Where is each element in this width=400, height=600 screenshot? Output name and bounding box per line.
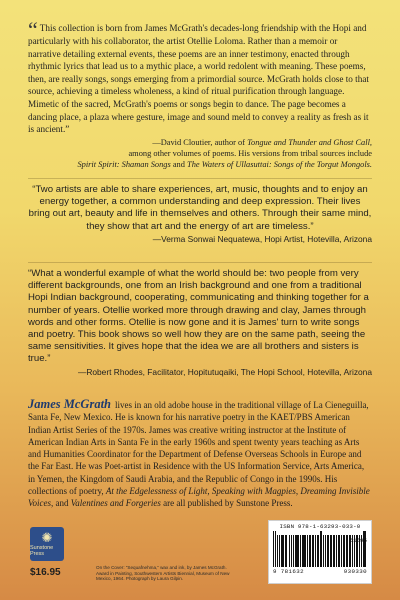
bio-text: lives in an old adobe house in the traditional village of La Cieneguilla, Santa Fe, New Mexico. He is known for his narrative poetry in the KAET/PBS American Indian Artist Series of the 1970s. James was creative writing instructor at the Institute of American Indian Arts in Santa Fe in the early 1960s and spent twenty years teaching as Arts and Humanities Coordinator for the Department of Defense Overseas Schools in Europe and the Far East. He was Poet-artist in Residence with the US Information Service, Arts America, in Yemen, the Kingdom of Saudi Arabia, and the Republic of Congo in the 1990s. His collections of poetry, bbox=[28, 400, 369, 497]
barcode-bar bbox=[341, 535, 342, 567]
barcode-bar bbox=[317, 535, 319, 567]
barcode-bar bbox=[289, 535, 291, 567]
bio-book-title: Valentines and Forgeries bbox=[70, 498, 161, 509]
cover-credit: On the Cover: “Sequafnehma,” wax and ink, by James McGrath. Award in Painting, Southwestern Artists Biennial, Museum of New Mexico, 1964. Photograph by Laura Gilpin. bbox=[96, 565, 230, 582]
quote-text bbox=[28, 17, 372, 136]
barcode-bar bbox=[281, 535, 284, 567]
barcode-bar bbox=[295, 535, 297, 567]
attrib-book-title: The Waters of Ullasuttai: Songs of the Torgut Mongols. bbox=[187, 159, 372, 169]
quote-cloutier bbox=[28, 17, 372, 170]
quote-text: “What a wonderful example of what the world should be: two people from very different backgrounds, one from an Irish background and one from a traditional Hopi Indian background, cooperating, communicating and thinking together for a number of years. Otellie worked more through drawing and clay, James through words and other forms. Otellie is now gone and it is James' turn to write songs and poetry. This book shows so well how they are on the same path, seeing the same sensitivities. It gives hope that the idea we are all brothers and sisters is true.” bbox=[28, 268, 369, 365]
barcode-bar bbox=[279, 535, 280, 567]
attrib-book-title: Tongue and Thunder and Ghost Call, bbox=[247, 137, 372, 147]
barcode-bar bbox=[327, 535, 329, 567]
sunstone-icon: ✺ bbox=[41, 530, 53, 545]
barcode-bar bbox=[313, 535, 314, 567]
barcode-bar bbox=[309, 535, 311, 567]
barcode-bar bbox=[338, 535, 341, 567]
attrib-line: among other volumes of poems. His versions from tribal sources include bbox=[128, 148, 372, 158]
barcode-bar bbox=[320, 531, 323, 567]
barcode-bar bbox=[293, 535, 294, 567]
quote-nequatewa bbox=[28, 184, 372, 245]
barcode-digits bbox=[273, 568, 367, 575]
section-divider bbox=[28, 262, 372, 263]
publisher-logo bbox=[30, 527, 64, 561]
barcode-bar bbox=[347, 535, 348, 567]
barcode-bar bbox=[297, 535, 299, 567]
barcode-bar bbox=[333, 535, 335, 567]
attrib-conj: and bbox=[170, 159, 188, 169]
attrib-prefix: —David Cloutier, author of bbox=[152, 137, 248, 147]
attrib-book-title: Spirit Spirit: Shaman Songs bbox=[77, 159, 171, 169]
bio-text-end: are all published by Sunstone Press. bbox=[160, 498, 293, 509]
isbn-barcode bbox=[268, 520, 372, 584]
publisher-name: Sunstone Press bbox=[30, 545, 54, 557]
quote-attribution: —Verma Sonwai Nequatewa, Hopi Artist, Hotevilla, Arizona bbox=[152, 233, 372, 244]
bio-conj: and bbox=[53, 498, 71, 509]
author-bio bbox=[28, 398, 372, 510]
barcode-digits-left: 9 781632 bbox=[273, 568, 305, 575]
quote-rhodes bbox=[28, 268, 372, 378]
quote-attribution: —Robert Rhodes, Facilitator, Hopitutuqaiki, The Hopi School, Hotevilla, Arizona bbox=[77, 366, 372, 377]
author-name: James McGrath bbox=[28, 397, 111, 411]
barcode-bar bbox=[343, 535, 345, 567]
quote-body: This collection is born from James McGrath's decades-long friendship with the Hopi and particularly with his collaborator, the artist Otellie Loloma. Rather than a memoir or narrative detailing external events, these poems are an inner testimony, enacted through rhythmic lyrics that lead us to a mythic place, a world redolent with meaning. These poems, then, are really songs, songs emerging from a primordial source. McGrath holds close to that source, achieving a timeless wholeness, a kind of ritual purification through language. Mimetic of the sacred, McGrath's poems or songs begin to dance. The page becomes a dancing place, a plaza where gesture, image and sound meld to convey a reality as fresh as it is ancient.” bbox=[28, 23, 369, 135]
barcode-bar bbox=[286, 535, 287, 567]
price-label: $16.95 bbox=[30, 567, 61, 578]
barcode-bar bbox=[302, 535, 305, 567]
barcode-digits-right: 930330 bbox=[343, 568, 367, 575]
barcode-bar bbox=[307, 535, 308, 567]
isbn-number: ISBN 978-1-63293-033-0 bbox=[279, 523, 361, 530]
open-quote-mark: “ bbox=[28, 17, 38, 42]
quote-text: “Two artists are able to share experiences, art, music, thoughts and to enjoy an energy together, a common understanding and deep expression. Their lives bring out art, beauty and life in themselves and others. Through their same mind, they show that art and the energy of art are timeless.” bbox=[28, 184, 372, 232]
bio-book-titles: At the Edgelessness of Light, Speaking with Magpies, Dreaming Invisible Voices, bbox=[28, 486, 370, 509]
quote-attribution bbox=[28, 137, 372, 170]
barcode-bar bbox=[300, 535, 301, 567]
section-divider bbox=[28, 178, 372, 179]
price-code: 51695 bbox=[349, 537, 367, 544]
barcode-bar bbox=[273, 531, 274, 567]
barcode-bar bbox=[277, 535, 279, 567]
